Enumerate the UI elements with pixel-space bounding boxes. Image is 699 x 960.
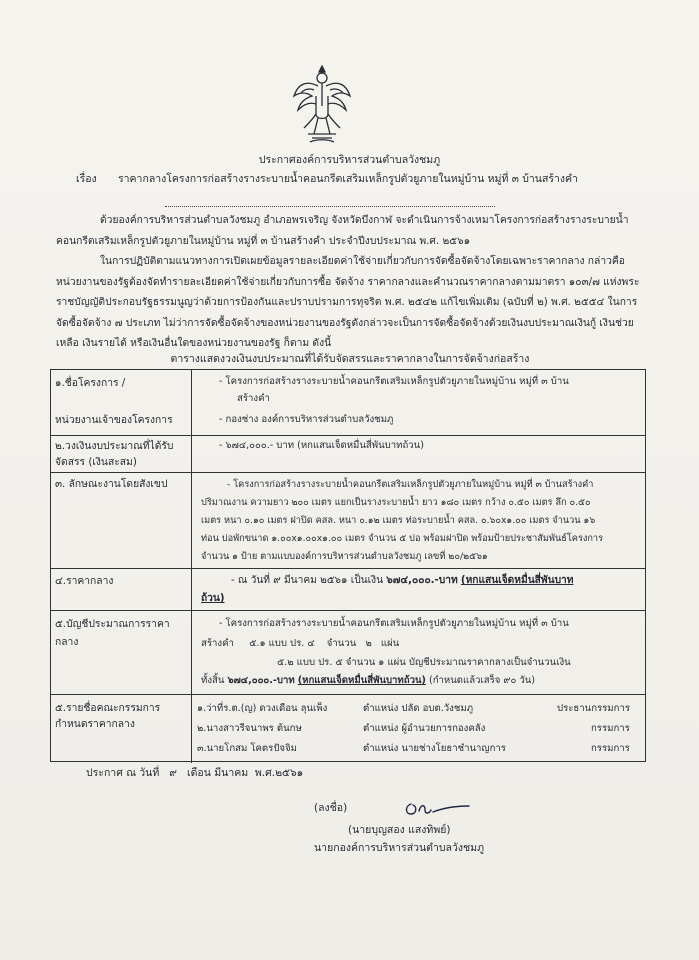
row1-value-c: - กองช่าง องค์การบริหารส่วนตำบลวังชมภู [219, 414, 394, 425]
row5-label-b: กลาง [55, 636, 79, 648]
subject-label: เรื่อง [76, 173, 97, 185]
header-divider [165, 206, 495, 207]
row5-total-prefix: ทั้งสิ้น [201, 675, 225, 686]
row1-label-b: หน่วยงานเจ้าของโครงการ [55, 414, 173, 426]
member-2-position: ตำแหน่ง ผู้อำนวยการกองคลัง [363, 723, 486, 734]
announce-date: ประกาศ ณ วันที่ ๙ เดือน มีนาคม พ.ศ.๒๕๖๑ [86, 767, 304, 779]
row5-label-a: ๕.บัญชีประมาณการราคา [55, 618, 170, 630]
member-1-position: ตำแหน่ง ปลัด อบต.วังชมภู [363, 703, 474, 714]
row5-value-d [201, 673, 639, 689]
row4-amount: ๖๗๔,๐๐๐.-บาท [386, 575, 458, 586]
row4-words: (หกแสนเจ็ดหมื่นสี่พันบาท [460, 575, 574, 586]
member-3-position: ตำแหน่ง นายช่างโยธาชำนาญการ [363, 743, 506, 754]
row1-value-b: สร้างคำ [237, 393, 270, 404]
sign-label: (ลงชื่อ) [314, 802, 348, 814]
row4-value-b [201, 591, 639, 607]
member-1-role: ประธานกรรมการ [557, 703, 630, 714]
row5-words: (หกแสนเจ็ดหมื่นสี่พันบาทถ้วน) [297, 675, 426, 686]
row4-value-a [231, 573, 639, 589]
row2-value-a: - ๖๗๔,๐๐๐.- บาท (หกแสนเจ็ดหมื่นสี่พันบาทถ้วน) [219, 440, 424, 451]
table-row [51, 695, 645, 763]
row3-value-c: เมตร หนา ๐.๑๐ เมตร ฝาปิด คสล. หนา ๐.๑๒ เมตร ท่อระบายน้ำ คสล. ๐.๖๐x๑.๐๐ เมตร จำนวน ๑๖ [201, 515, 596, 526]
member-3-role: กรรมการ [591, 743, 630, 754]
subject-text: ราคากลางโครงการก่อสร้างรางระบายน้ำคอนกรีตเสริมเหล็กรูปตัวยูภายในหมู่บ้าน หมู่ที่ ๓ บ้านสร้างคำ [118, 173, 578, 185]
intro-paragraph: ด้วยองค์การบริหารส่วนตำบลวังชมภู อำเภอพรเจริญ จังหวัดบึงกาฬ จะดำเนินการจ้างเหมาโครงการก่อสร้างรางระบายน้ำคอนกรีตเสริมเหล็กรูปตัวยูภายในหมู่บ้าน หมู่ที่ ๓ บ้านสร้างคำ ประจำปีงบประมาณ พ.ศ. ๒๕๖๑ [56, 214, 629, 247]
row3-value-e: จำนวน ๑ ป้าย ตามแบบองค์การบริหารส่วนตำบลวังชมภู เลขที่ ๒๐/๒๕๖๑ [201, 551, 488, 562]
row3-value-a: - โครงการก่อสร้างรางระบายน้ำคอนกรีตเสริมเหล็กรูปตัวยูภายในหมู่บ้าน หมู่ที่ ๓ บ้านสร้างคำ [227, 479, 594, 490]
budget-table [50, 369, 646, 762]
row2-label-a: ๒.วงเงินงบประมาณที่ได้รับ [55, 440, 174, 452]
row4-words-end: ถ้วน) [201, 593, 225, 604]
table-row [51, 611, 645, 695]
row1-value-a: - โครงการก่อสร้างรางระบายน้ำคอนกรีตเสริมเหล็กรูปตัวยูภายในหมู่บ้าน หมู่ที่ ๓ บ้าน [219, 376, 569, 387]
garuda-emblem-icon [292, 62, 352, 144]
row5-value-a: - โครงการก่อสร้างรางระบายน้ำคอนกรีตเสริมเหล็กรูปตัวยูภายในหมู่บ้าน หมู่ที่ ๓ บ้าน [219, 618, 569, 629]
member-2-name: ๒.นางสาวรีจนาพร ต้นกษ [197, 723, 302, 734]
row3-label-a: ๓. ลักษณะงานโดยสังเขป [55, 478, 168, 490]
table-row [51, 436, 645, 473]
table-row [51, 569, 645, 611]
row3-value-d: ท่อน บ่อพักขนาด ๑.๐๐x๑.๐๐x๑.๐๐ เมตร จำนวน ๕ บ่อ พร้อมฝาปิด พร้อมป้ายประชาสัมพันธ์โครงการ [201, 533, 604, 544]
row5-duration: (กำหนดแล้วเสร็จ ๙๐ วัน) [428, 675, 536, 686]
row4-label-a: ๔.ราคากลาง [55, 575, 114, 587]
member-2-role: กรรมการ [591, 723, 630, 734]
row5-amount: ๖๗๔,๐๐๐.-บาท [227, 675, 295, 686]
row6-label-b: กำหนดราคากลาง [55, 718, 135, 730]
table-row [51, 473, 645, 569]
row6-label-a: ๕.รายชื่อคณะกรรมการ [55, 702, 161, 714]
row5-value-b: สร้างคำ ๕.๑ แบบ ปร. ๔ จำนวน ๒ แผ่น [201, 638, 400, 649]
announcement-title: ประกาศองค์การบริหารส่วนตำบลวังชมภู [258, 154, 441, 166]
member-1-name: ๑.ว่าที่ร.ต.(ญ) ดวงเดือน ลุนเพ็ง [197, 703, 328, 714]
signature-icon [403, 796, 473, 822]
member-3-name: ๓.นายโกสม โคตรปัจจิม [197, 743, 297, 754]
table-row [51, 370, 645, 436]
table-caption: ตารางแสดงวงเงินงบประมาณที่ได้รับจัดสรรและราคากลางในการจัดจ้างก่อสร้าง [170, 353, 530, 365]
row1-label-a: ๑.ชื่อโครงการ / [55, 377, 126, 389]
row5-value-c: ๕.๒ แบบ ปร. ๕ จำนวน ๑ แผ่น บัญชีประมาณราคากลางเป็นจำนวนเงิน [277, 657, 571, 668]
row3-value-b: ปริมาณงาน ความยาว ๒๐๐ เมตร แยกเป็นรางระบายน้ำ ยาว ๑๘๐ เมตร กว้าง ๐.๕๐ เมตร ลึก ๐.๕๐ [201, 497, 591, 508]
guideline-paragraph: ในการปฏิบัติตามแนวทางการเปิดเผยข้อมูลรายละเอียดค่าใช้จ่ายเกี่ยวกับการจัดซื้อจัดจ้างโดยเฉพาะราคากลาง กล่าวคือ หน่วยงานของรัฐต้องจัดทำรายละเอียดค่าใช้จ่ายเกี่ยวกับการซื้อ จัดจ้าง ราคากลางและคำนวณราคากลางตามมาตรา ๑๐๓/๗ แห่งพระราชบัญญัติประกอบรัฐธรรมนูญว่าด้วยการป้องกันและปราบปรามการทุจริต พ.ศ. ๒๕๔๒ แก้ไขเพิ่มเติม (ฉบับที่ ๒) พ.ศ. ๒๕๕๔ ในการจัดซื้อจัดจ้าง ๗ ประเภท ไม่ว่าการจัดซื้อจัดจ้างของหน่วยงานของรัฐดังกล่าวจะเป็นการจัดซื้อจัดจ้างด้วยเงินงบประมาณเงินกู้ เงินช่วยเหลือ เงินรายได้ หรือเงินอื่นใดของหน่วยงานของรัฐ ก็ตาม ดังนี้ [56, 255, 640, 349]
signer-name: (นายบุญสอง แสงทิพย์) [348, 824, 451, 836]
signer-title: นายกองค์การบริหารส่วนตำบลวังชมภู [314, 842, 484, 854]
row2-label-b: จัดสรร (เงินสะสม) [55, 456, 137, 468]
row4-value-prefix: - ณ วันที่ ๙ มีนาคม ๒๕๖๑ เป็นเงิน [231, 575, 384, 586]
